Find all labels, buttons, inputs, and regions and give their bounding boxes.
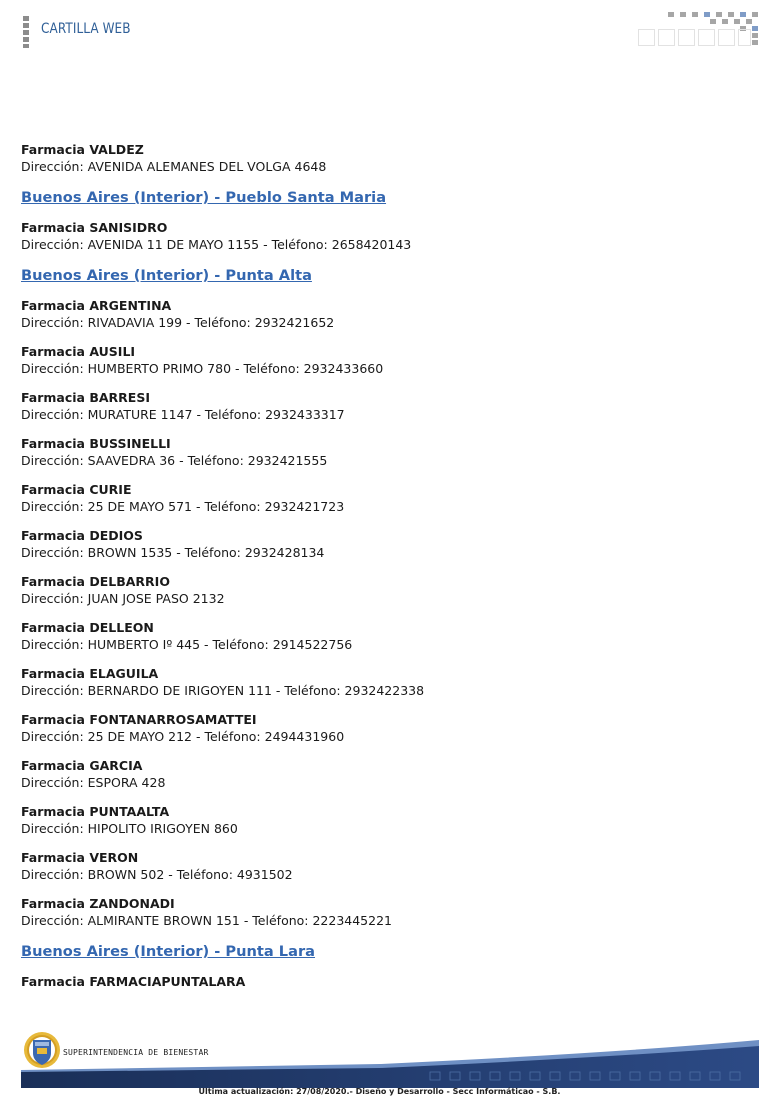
pharmacy-address: Dirección: HUMBERTO PRIMO 780 - Teléfono: 2932433660 xyxy=(21,361,384,376)
pharmacy-name: Farmacia SANISIDRO xyxy=(21,220,168,235)
pharmacy-name: Farmacia AUSILI xyxy=(21,344,136,359)
list-item xyxy=(21,758,741,791)
list-item xyxy=(21,528,741,561)
footer-swoosh-decoration xyxy=(0,1028,759,1088)
pharmacy-address: Dirección: AVENIDA 11 DE MAYO 1155 - Teléfono: 2658420143 xyxy=(21,237,412,252)
list-item xyxy=(21,974,741,990)
pharmacy-name: Farmacia PUNTAALTA xyxy=(21,804,170,819)
pharmacy-address: Dirección: HIPOLITO IRIGOYEN 860 xyxy=(21,821,238,836)
pharmacy-name: Farmacia ZANDONADI xyxy=(21,896,175,911)
pharmacy-name: Farmacia BUSSINELLI xyxy=(21,436,171,451)
pharmacy-name: Farmacia ARGENTINA xyxy=(21,298,172,313)
pharmacy-name: Farmacia VALDEZ xyxy=(21,142,144,157)
list-item xyxy=(21,390,741,423)
pharmacy-name: Farmacia DELBARRIO xyxy=(21,574,170,589)
pharmacy-address: Dirección: ESPORA 428 xyxy=(21,775,166,790)
pharmacy-address: Dirección: ALMIRANTE BROWN 151 - Teléfono: 2223445221 xyxy=(21,913,392,928)
last-update-note: Ultima actualización: 27/08/2020.- Diseño y Desarrollo - Secc Informáticao - S.B. xyxy=(198,1087,561,1096)
section-heading-punta-alta[interactable]: Buenos Aires (Interior) - Punta Alta xyxy=(21,267,312,284)
pharmacy-name: Farmacia ELAGUILA xyxy=(21,666,159,681)
page-title: CARTILLA WEB xyxy=(41,21,131,37)
list-item xyxy=(21,712,741,745)
list-item xyxy=(21,804,741,837)
list-item xyxy=(21,220,741,253)
pharmacy-address: Dirección: AVENIDA ALEMANES DEL VOLGA 4648 xyxy=(21,159,327,174)
pharmacy-address: Dirección: JUAN JOSE PASO 2132 xyxy=(21,591,225,606)
pharmacy-address: Dirección: 25 DE MAYO 571 - Teléfono: 2932421723 xyxy=(21,499,345,514)
header-bar-decoration xyxy=(23,16,29,48)
list-item xyxy=(21,482,741,515)
pharmacy-address: Dirección: 25 DE MAYO 212 - Teléfono: 2494431960 xyxy=(21,729,345,744)
pharmacy-name: Farmacia DELLEON xyxy=(21,620,154,635)
list-item xyxy=(21,344,741,377)
pharmacy-name: Farmacia CURIE xyxy=(21,482,132,497)
pharmacy-name: Farmacia BARRESI xyxy=(21,390,150,405)
list-item xyxy=(21,436,741,469)
pharmacy-address: Dirección: BERNARDO DE IRIGOYEN 111 - Teléfono: 2932422338 xyxy=(21,683,425,698)
pharmacy-listing xyxy=(21,142,741,1003)
pharmacy-name: Farmacia VERON xyxy=(21,850,139,865)
organization-name: SUPERINTENDENCIA DE BIENESTAR xyxy=(63,1048,209,1057)
list-item xyxy=(21,850,741,883)
section-heading-punta-lara[interactable]: Buenos Aires (Interior) - Punta Lara xyxy=(21,943,315,960)
list-item xyxy=(21,620,741,653)
list-item xyxy=(21,896,741,929)
pharmacy-address: Dirección: BROWN 1535 - Teléfono: 2932428134 xyxy=(21,545,325,560)
pharmacy-name: Farmacia FONTANARROSAMATTEI xyxy=(21,712,257,727)
pharmacy-name: Farmacia GARCIA xyxy=(21,758,143,773)
list-item xyxy=(21,574,741,607)
pharmacy-name: Farmacia FARMACIAPUNTALARA xyxy=(21,974,246,989)
list-item xyxy=(21,142,741,175)
section-heading-pueblo-santa-maria[interactable]: Buenos Aires (Interior) - Pueblo Santa Maria xyxy=(21,189,387,206)
pharmacy-address: Dirección: HUMBERTO Iº 445 - Teléfono: 2914522756 xyxy=(21,637,353,652)
pharmacy-address: Dirección: RIVADAVIA 199 - Teléfono: 2932421652 xyxy=(21,315,335,330)
pharmacy-name: Farmacia DEDIOS xyxy=(21,528,143,543)
institution-seal-icon xyxy=(23,1031,61,1069)
pharmacy-address: Dirección: BROWN 502 - Teléfono: 4931502 xyxy=(21,867,293,882)
pharmacy-address: Dirección: MURATURE 1147 - Teléfono: 2932433317 xyxy=(21,407,345,422)
header-grid-decoration xyxy=(636,11,759,47)
pharmacy-address: Dirección: SAAVEDRA 36 - Teléfono: 2932421555 xyxy=(21,453,328,468)
list-item xyxy=(21,298,741,331)
list-item xyxy=(21,666,741,699)
